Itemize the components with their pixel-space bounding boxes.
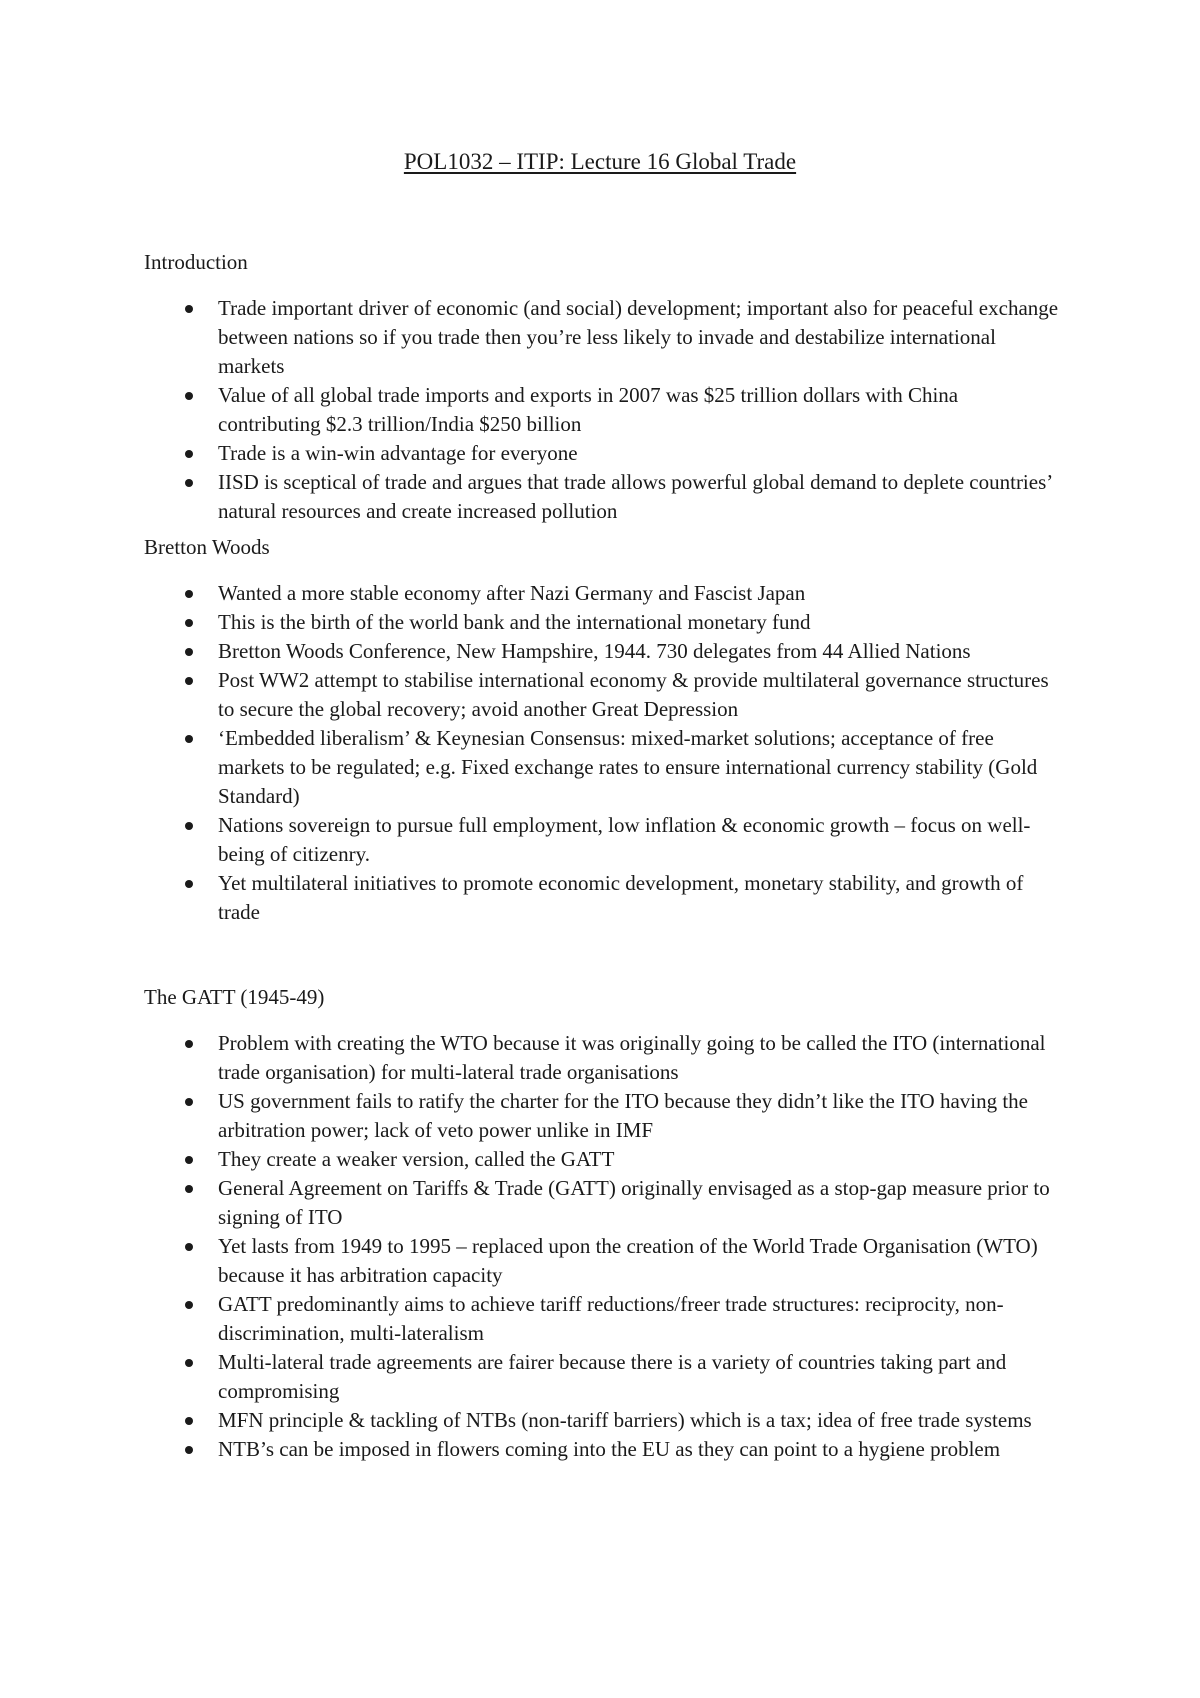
list-item-text: Multi-lateral trade agreements are fairer because there is a variety of countries taking part and compromising bbox=[218, 1350, 1007, 1403]
list-item-text: Trade important driver of economic (and social) development; important also for peaceful exchange between nations so if you trade then you’re less likely to invade and destabilize international markets bbox=[218, 296, 1059, 378]
bullet-icon bbox=[185, 1417, 193, 1425]
bullet-icon bbox=[185, 822, 193, 830]
list-item-text: NTB’s can be imposed in flowers coming into the EU as they can point to a hygiene problem bbox=[218, 1437, 1001, 1461]
list-item bbox=[144, 666, 1064, 724]
list-item-text: This is the birth of the world bank and the international monetary fund bbox=[218, 610, 811, 634]
section-heading: The GATT (1945-49) bbox=[144, 985, 325, 1009]
bullet-icon bbox=[185, 880, 193, 888]
bullet-list bbox=[144, 579, 1064, 927]
list-item bbox=[144, 1348, 1064, 1406]
list-item bbox=[144, 1232, 1064, 1290]
list-item-text: Nations sovereign to pursue full employment, low inflation & economic growth – focus on well-being of citizenry. bbox=[218, 813, 1031, 866]
page-title: POL1032 – ITIP: Lecture 16 Global Trade bbox=[403, 149, 797, 174]
list-item-text: Bretton Woods Conference, New Hampshire, 1944. 730 delegates from 44 Allied Nations bbox=[218, 639, 971, 663]
list-item bbox=[144, 579, 1064, 608]
list-item-text: GATT predominantly aims to achieve tariff reductions/freer trade structures: reciprocity, non-discrimination, multi-lateralism bbox=[218, 1292, 1004, 1345]
bullet-icon bbox=[185, 1301, 193, 1309]
list-item-text: They create a weaker version, called the GATT bbox=[218, 1147, 615, 1171]
bullet-icon bbox=[185, 479, 193, 487]
bullet-icon bbox=[185, 1156, 193, 1164]
list-item bbox=[144, 869, 1064, 927]
list-item bbox=[144, 381, 1064, 439]
bullet-icon bbox=[185, 450, 193, 458]
list-item-text: US government fails to ratify the charter for the ITO because they didn’t like the ITO having the arbitration power; lack of veto power unlike in IMF bbox=[218, 1089, 1029, 1142]
list-item bbox=[144, 1406, 1064, 1435]
bullet-icon bbox=[185, 1185, 193, 1193]
list-item bbox=[144, 1290, 1064, 1348]
list-item-text: General Agreement on Tariffs & Trade (GATT) originally envisaged as a stop-gap measure prior to signing of ITO bbox=[218, 1176, 1050, 1229]
section-gatt bbox=[144, 983, 1064, 1464]
bullet-icon bbox=[185, 392, 193, 400]
bullet-icon bbox=[185, 735, 193, 743]
section-heading: Introduction bbox=[144, 250, 248, 274]
list-item-text: ‘Embedded liberalism’ & Keynesian Consensus: mixed-market solutions; acceptance of free markets to be regulated; e.g. Fixed exchange rates to ensure international currency stability (Gold Standard) bbox=[218, 726, 1038, 808]
list-item bbox=[144, 811, 1064, 869]
bullet-icon bbox=[185, 677, 193, 685]
list-item-text: Yet multilateral initiatives to promote economic development, monetary stability, and growth of trade bbox=[218, 871, 1024, 924]
list-item-text: Problem with creating the WTO because it was originally going to be called the ITO (international trade organisation) for multi-lateral trade organisations bbox=[218, 1031, 1046, 1084]
list-item-text: Trade is a win-win advantage for everyone bbox=[218, 441, 578, 465]
list-item-text: IISD is sceptical of trade and argues that trade allows powerful global demand to deplete countries’ natural resources and create increased pollution bbox=[218, 470, 1052, 523]
bullet-list bbox=[144, 294, 1064, 526]
list-item bbox=[144, 637, 1064, 666]
bullet-icon bbox=[185, 305, 193, 313]
section-introduction bbox=[144, 248, 1064, 526]
list-item bbox=[144, 1145, 1064, 1174]
list-item bbox=[144, 468, 1064, 526]
list-item-text: Post WW2 attempt to stabilise international economy & provide multilateral governance structures to secure the global recovery; avoid another Great Depression bbox=[218, 668, 1049, 721]
bullet-icon bbox=[185, 619, 193, 627]
list-item bbox=[144, 1174, 1064, 1232]
bullet-icon bbox=[185, 1098, 193, 1106]
list-item bbox=[144, 1435, 1064, 1464]
bullet-icon bbox=[185, 648, 193, 656]
bullet-icon bbox=[185, 1446, 193, 1454]
list-item-text: MFN principle & tackling of NTBs (non-tariff barriers) which is a tax; idea of free trade systems bbox=[218, 1408, 1032, 1432]
list-item-text: Yet lasts from 1949 to 1995 – replaced upon the creation of the World Trade Organisation (WTO) because it has arbitration capacity bbox=[218, 1234, 1038, 1287]
bullet-icon bbox=[185, 1359, 193, 1367]
bullet-icon bbox=[185, 590, 193, 598]
list-item bbox=[144, 294, 1064, 381]
list-item bbox=[144, 439, 1064, 468]
bullet-icon bbox=[185, 1040, 193, 1048]
bullet-list bbox=[144, 1029, 1064, 1464]
list-item-text: Wanted a more stable economy after Nazi Germany and Fascist Japan bbox=[218, 581, 806, 605]
bullet-icon bbox=[185, 1243, 193, 1251]
list-item bbox=[144, 1029, 1064, 1087]
section-bretton-woods bbox=[144, 533, 1064, 927]
section-heading: Bretton Woods bbox=[144, 535, 270, 559]
list-item bbox=[144, 1087, 1064, 1145]
list-item-text: Value of all global trade imports and exports in 2007 was $25 trillion dollars with China contributing $2.3 trillion/India $250 billion bbox=[218, 383, 959, 436]
list-item bbox=[144, 608, 1064, 637]
list-item bbox=[144, 724, 1064, 811]
